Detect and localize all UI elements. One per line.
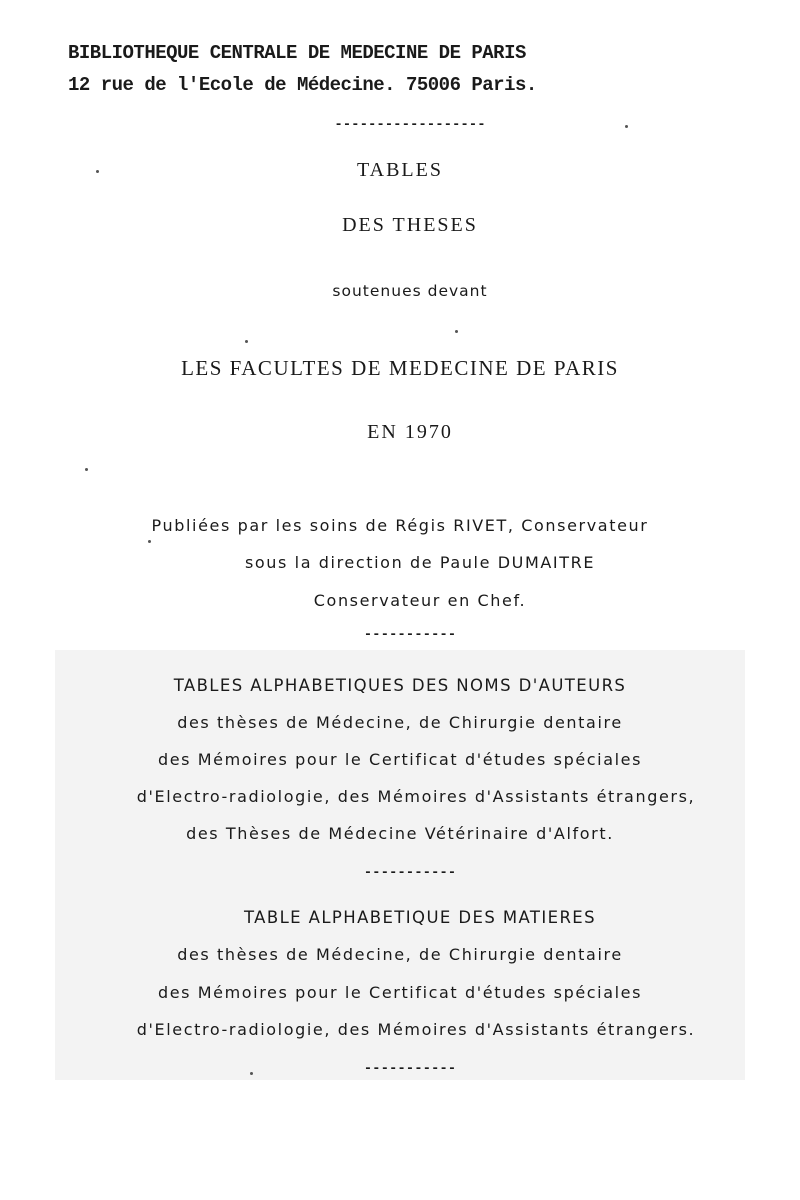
scan-speck — [625, 125, 628, 128]
credits-published-by: Publiées par les soins de Régis RIVET, Conservateur — [151, 516, 649, 535]
authors-line-4: des Thèses de Médecine Vétérinaire d'Alfort. — [186, 824, 614, 843]
subjects-line-2: des Mémoires pour le Certificat d'études spéciales — [157, 983, 643, 1002]
subjects-line-3: d'Electro-radiologie, des Mémoires d'Assistants étrangers. — [136, 1020, 696, 1039]
scan-speck — [245, 340, 248, 343]
credits-chief-curator: Conservateur en Chef. — [313, 591, 527, 610]
subjects-line-1: des thèses de Médecine, de Chirurgie dentaire — [177, 945, 623, 964]
title-soutenues-devant: soutenues devant — [332, 282, 488, 300]
separator-1: ------------------ — [334, 117, 486, 133]
scan-speck — [96, 170, 99, 173]
credits-direction: sous la direction de Paule DUMAITRE — [244, 553, 596, 572]
title-year: EN 1970 — [367, 421, 453, 443]
separator-2: ----------- — [363, 627, 457, 643]
scan-speck — [148, 540, 151, 543]
separator-3: ----------- — [363, 865, 457, 881]
scan-speck — [455, 330, 458, 333]
scan-speck — [250, 1072, 253, 1075]
authors-line-1: des thèses de Médecine, de Chirurgie dentaire — [177, 713, 623, 732]
authors-heading: TABLES ALPHABETIQUES DES NOMS D'AUTEURS — [173, 676, 627, 695]
authors-line-2: des Mémoires pour le Certificat d'études spéciales — [157, 750, 643, 769]
subjects-heading: TABLE ALPHABETIQUE DES MATIERES — [243, 908, 597, 927]
authors-line-3: d'Electro-radiologie, des Mémoires d'Assistants étrangers, — [136, 787, 696, 806]
title-tables: TABLES — [357, 159, 443, 181]
title-faculties: LES FACULTES DE MEDECINE DE PARIS — [181, 356, 619, 380]
separator-4: ----------- — [363, 1061, 457, 1077]
scan-speck — [85, 468, 88, 471]
library-address: 12 rue de l'Ecole de Médecine. 75006 Paris. — [68, 74, 537, 96]
title-des-theses: DES THESES — [342, 214, 478, 236]
library-name: BIBLIOTHEQUE CENTRALE DE MEDECINE DE PARIS — [68, 42, 526, 64]
